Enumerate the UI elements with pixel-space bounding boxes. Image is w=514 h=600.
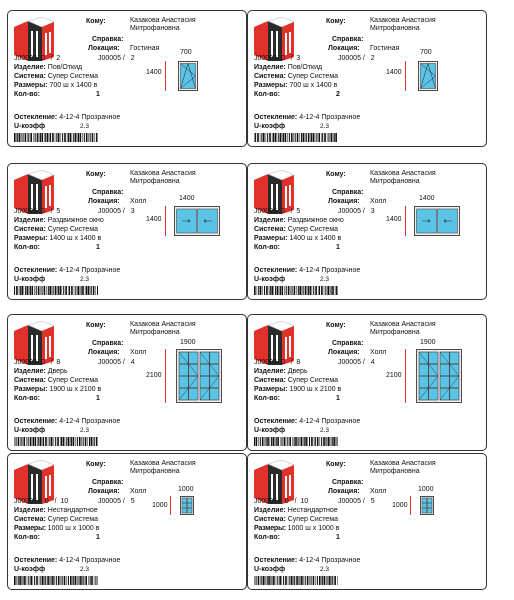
width-dimension: 1900 xyxy=(420,339,436,346)
order-code: J00005 0 / 8 xyxy=(254,359,301,366)
u-value-label: U-коэфф xyxy=(14,566,46,573)
height-arrow xyxy=(405,349,406,403)
u-value-label: U-коэфф xyxy=(254,566,286,573)
location-label: Локация: xyxy=(328,198,360,205)
qty-value: 1 xyxy=(96,534,100,541)
size-value: 1900 ш x 2100 в xyxy=(289,386,342,393)
glazing-value: 4-12-4 Прозрачное xyxy=(299,114,361,121)
size-value: 1000 ш x 1000 в xyxy=(47,525,100,532)
height-arrow xyxy=(165,206,166,236)
glazing-label: Остекление: xyxy=(254,114,298,121)
size-value: 700 ш x 1400 в xyxy=(289,82,338,89)
reference-label: Справка: xyxy=(332,189,364,196)
recipient-name: Казакова Анастасия Митрофановна xyxy=(370,170,436,185)
u-value-label: U-коэфф xyxy=(14,123,46,130)
height-dimension: 1400 xyxy=(386,69,402,76)
glazing-row xyxy=(14,557,120,564)
size-row xyxy=(254,386,341,393)
system-label: Система: xyxy=(14,516,48,523)
qty-label: Кол-во: xyxy=(254,534,280,541)
qty-row xyxy=(14,244,40,251)
to-label: Кому: xyxy=(326,18,346,25)
qty-label: Кол-во: xyxy=(254,244,280,251)
glazing-row xyxy=(254,418,360,425)
order-code: J00005 0 / 8 xyxy=(14,359,61,366)
qty-label: Кол-во: xyxy=(14,395,40,402)
width-dimension: 1400 xyxy=(419,195,435,202)
qty-row xyxy=(254,395,280,402)
u-value: 2.3 xyxy=(80,276,90,283)
glazing-value: 4-12-4 Прозрачное xyxy=(59,418,121,425)
width-dimension: 1400 xyxy=(179,195,195,202)
location-value: Холл xyxy=(370,349,387,356)
system-row xyxy=(254,516,338,523)
to-label: Кому: xyxy=(86,461,106,468)
position-code: J00005 / 4 xyxy=(338,359,375,366)
u-value-label: U-коэфф xyxy=(14,427,46,434)
product-label: Изделие: xyxy=(254,507,288,514)
glazing-value: 4-12-4 Прозрачное xyxy=(59,267,121,274)
qty-label: Кол-во: xyxy=(14,534,40,541)
order-code: J00005 0 / 3 xyxy=(254,55,301,62)
glazing-value: 4-12-4 Прозрачное xyxy=(59,114,121,121)
u-value-label: U-коэфф xyxy=(14,276,46,283)
window-drawing xyxy=(174,206,220,236)
product-row xyxy=(254,507,338,514)
barcode xyxy=(254,286,338,295)
position-code: J00005 / 3 xyxy=(98,208,135,215)
qty-value: 1 xyxy=(96,395,100,402)
product-label: Изделие: xyxy=(14,217,48,224)
glazing-value: 4-12-4 Прозрачное xyxy=(299,267,361,274)
system-value: Супер Система xyxy=(47,516,99,523)
product-label-card xyxy=(247,10,487,147)
location-label: Локация: xyxy=(328,349,360,356)
barcode xyxy=(254,576,338,585)
product-label: Изделие: xyxy=(254,368,288,375)
size-label: Размеры: xyxy=(254,525,288,532)
product-value: Дверь xyxy=(287,368,308,375)
reference-label: Справка: xyxy=(92,36,124,43)
glazing-label: Остекление: xyxy=(14,557,58,564)
size-row xyxy=(14,235,101,242)
glazing-label: Остекление: xyxy=(14,114,58,121)
reference-label: Справка: xyxy=(332,36,364,43)
u-value: 2.3 xyxy=(320,123,330,130)
glazing-label: Остекление: xyxy=(254,267,298,274)
window-drawing xyxy=(418,61,438,91)
size-value: 1400 ш x 1400 в xyxy=(49,235,102,242)
product-label: Изделие: xyxy=(14,507,48,514)
to-label: Кому: xyxy=(86,322,106,329)
order-code: J00005 0 / 5 xyxy=(14,208,61,215)
system-label: Система: xyxy=(14,226,48,233)
location-value: Холл xyxy=(130,349,147,356)
u-value: 2.3 xyxy=(320,276,330,283)
size-label: Размеры: xyxy=(14,82,50,89)
height-arrow xyxy=(405,61,406,91)
location-value: Холл xyxy=(130,198,147,205)
glazing-label: Остекление: xyxy=(14,267,58,274)
recipient-name: Казакова Анастасия Митрофановна xyxy=(130,321,196,336)
size-row xyxy=(254,235,341,242)
location-label: Локация: xyxy=(328,488,360,495)
system-value: Супер Система xyxy=(287,516,339,523)
order-code: J00005 0 / 5 xyxy=(254,208,301,215)
glazing-value: 4-12-4 Прозрачное xyxy=(299,418,361,425)
system-label: Система: xyxy=(254,73,288,80)
glazing-row xyxy=(254,557,360,564)
order-code: J00005 / 0 / 10 xyxy=(14,498,69,505)
height-arrow xyxy=(165,349,166,403)
location-value: Гостиная xyxy=(130,45,160,52)
product-value: Нестандартное xyxy=(47,507,98,514)
barcode xyxy=(254,437,338,446)
product-label: Изделие: xyxy=(14,64,48,71)
system-value: Супер Система xyxy=(47,226,99,233)
glazing-value: 4-12-4 Прозрачное xyxy=(299,557,361,564)
size-row xyxy=(254,525,339,532)
reference-label: Справка: xyxy=(332,340,364,347)
height-arrow xyxy=(410,496,411,515)
location-label: Локация: xyxy=(88,45,120,52)
product-label-card xyxy=(247,314,487,451)
product-value: Нестандартное xyxy=(287,507,338,514)
width-dimension: 700 xyxy=(180,49,192,56)
product-label-card xyxy=(247,453,487,590)
height-dimension: 2100 xyxy=(146,372,162,379)
qty-label: Кол-во: xyxy=(254,395,280,402)
barcode xyxy=(14,437,98,446)
u-value: 2.3 xyxy=(320,566,330,573)
product-label-card xyxy=(7,10,247,147)
to-label: Кому: xyxy=(326,322,346,329)
product-label: Изделие: xyxy=(14,368,48,375)
location-label: Локация: xyxy=(88,198,120,205)
product-row xyxy=(14,507,98,514)
to-label: Кому: xyxy=(86,18,106,25)
reference-label: Справка: xyxy=(92,479,124,486)
height-arrow xyxy=(405,206,406,236)
reference-label: Справка: xyxy=(332,479,364,486)
barcode xyxy=(254,133,338,142)
size-label: Размеры: xyxy=(14,235,50,242)
recipient-name: Казакова Анастасия Митрофановна xyxy=(130,170,196,185)
position-code: J00005 / 5 xyxy=(98,498,135,505)
system-row xyxy=(14,377,98,384)
product-row xyxy=(254,368,308,375)
system-row xyxy=(14,226,98,233)
qty-value: 1 xyxy=(336,244,340,251)
u-value-label: U-коэфф xyxy=(254,276,286,283)
product-value: Раздвижное окно xyxy=(287,217,344,224)
product-label: Изделие: xyxy=(254,64,288,71)
glazing-row xyxy=(14,267,120,274)
system-row xyxy=(254,226,338,233)
glazing-label: Остекление: xyxy=(14,418,58,425)
qty-label: Кол-во: xyxy=(254,91,280,98)
product-row xyxy=(254,64,322,71)
size-label: Размеры: xyxy=(14,386,50,393)
product-row xyxy=(14,64,82,71)
size-label: Размеры: xyxy=(14,525,48,532)
glazing-value: 4-12-4 Прозрачное xyxy=(59,557,121,564)
system-value: Супер Система xyxy=(287,73,339,80)
position-code: J00005 / 2 xyxy=(98,55,135,62)
product-label-card xyxy=(7,314,247,451)
product-value: Раздвижное окно xyxy=(47,217,104,224)
height-arrow xyxy=(165,61,166,91)
barcode xyxy=(14,576,98,585)
qty-value: 1 xyxy=(96,244,100,251)
location-label: Локация: xyxy=(88,488,120,495)
to-label: Кому: xyxy=(326,461,346,468)
to-label: Кому: xyxy=(326,171,346,178)
location-value: Холл xyxy=(130,488,147,495)
system-value: Супер Система xyxy=(47,73,99,80)
height-dimension: 1000 xyxy=(152,502,168,509)
system-row xyxy=(254,73,338,80)
system-label: Система: xyxy=(254,377,288,384)
product-row xyxy=(14,368,68,375)
glazing-label: Остекление: xyxy=(254,418,298,425)
window-drawing xyxy=(176,349,222,403)
qty-row xyxy=(254,244,280,251)
u-value-label: U-коэфф xyxy=(254,123,286,130)
product-value: Дверь xyxy=(47,368,68,375)
system-label: Система: xyxy=(254,226,288,233)
product-value: Пов/Откид xyxy=(287,64,323,71)
recipient-name: Казакова Анастасия Митрофановна xyxy=(370,17,436,32)
size-value: 1400 ш x 1400 в xyxy=(289,235,342,242)
u-value: 2.3 xyxy=(80,427,90,434)
location-value: Холл xyxy=(370,488,387,495)
location-value: Холл xyxy=(370,198,387,205)
system-label: Система: xyxy=(14,73,48,80)
height-dimension: 1400 xyxy=(386,216,402,223)
window-drawing xyxy=(178,61,198,91)
recipient-name: Казакова Анастасия Митрофановна xyxy=(370,321,436,336)
u-value: 2.3 xyxy=(320,427,330,434)
qty-label: Кол-во: xyxy=(14,91,40,98)
window-drawing xyxy=(416,349,462,403)
product-label-card xyxy=(247,163,487,300)
position-code: J00005 / 5 xyxy=(338,498,375,505)
size-row xyxy=(14,82,97,89)
width-dimension: 700 xyxy=(420,49,432,56)
height-dimension: 1400 xyxy=(146,216,162,223)
width-dimension: 1000 xyxy=(178,486,194,493)
system-row xyxy=(14,516,98,523)
height-dimension: 1400 xyxy=(146,69,162,76)
reference-label: Справка: xyxy=(92,189,124,196)
size-value: 700 ш x 1400 в xyxy=(49,82,98,89)
location-label: Локация: xyxy=(88,349,120,356)
system-value: Супер Система xyxy=(47,377,99,384)
product-label-card xyxy=(7,453,247,590)
size-row xyxy=(254,82,337,89)
product-row xyxy=(14,217,104,224)
product-row xyxy=(254,217,344,224)
position-code: J00005 / 4 xyxy=(98,359,135,366)
size-value: 1000 ш x 1000 в xyxy=(287,525,340,532)
height-arrow xyxy=(170,496,171,515)
position-code: J00005 / 2 xyxy=(338,55,375,62)
qty-row xyxy=(14,395,40,402)
size-value: 1900 ш x 2100 в xyxy=(49,386,102,393)
qty-row xyxy=(14,91,40,98)
barcode xyxy=(14,133,98,142)
qty-row xyxy=(254,91,280,98)
position-code: J00005 / 3 xyxy=(338,208,375,215)
recipient-name: Казакова Анастасия Митрофановна xyxy=(370,460,436,475)
recipient-name: Казакова Анастасия Митрофановна xyxy=(130,460,196,475)
order-code: J00005 / 0 / 10 xyxy=(254,498,309,505)
glazing-row xyxy=(14,418,120,425)
system-row xyxy=(14,73,98,80)
product-value: Пов/Откид xyxy=(47,64,83,71)
product-label-card xyxy=(7,163,247,300)
qty-row xyxy=(14,534,40,541)
u-value: 2.3 xyxy=(80,566,90,573)
size-label: Размеры: xyxy=(254,235,290,242)
size-row xyxy=(14,386,101,393)
window-drawing xyxy=(180,496,194,515)
location-label: Локация: xyxy=(328,45,360,52)
system-row xyxy=(254,377,338,384)
system-label: Система: xyxy=(254,516,288,523)
to-label: Кому: xyxy=(86,171,106,178)
size-row xyxy=(14,525,99,532)
qty-value: 1 xyxy=(336,534,340,541)
window-drawing xyxy=(420,496,434,515)
qty-value: 2 xyxy=(336,91,340,98)
width-dimension: 1900 xyxy=(180,339,196,346)
width-dimension: 1000 xyxy=(418,486,434,493)
size-label: Размеры: xyxy=(254,82,290,89)
u-value-label: U-коэфф xyxy=(254,427,286,434)
system-value: Супер Система xyxy=(287,226,339,233)
qty-value: 1 xyxy=(336,395,340,402)
product-label: Изделие: xyxy=(254,217,288,224)
window-drawing xyxy=(414,206,460,236)
qty-label: Кол-во: xyxy=(14,244,40,251)
system-value: Супер Система xyxy=(287,377,339,384)
u-value: 2.3 xyxy=(80,123,90,130)
qty-row xyxy=(254,534,280,541)
location-value: Гостиная xyxy=(370,45,400,52)
order-code: J00005 0 / 2 xyxy=(14,55,61,62)
system-label: Система: xyxy=(14,377,48,384)
recipient-name: Казакова Анастасия Митрофановна xyxy=(130,17,196,32)
height-dimension: 2100 xyxy=(386,372,402,379)
size-label: Размеры: xyxy=(254,386,290,393)
glazing-row xyxy=(254,114,360,121)
glazing-row xyxy=(254,267,360,274)
glazing-label: Остекление: xyxy=(254,557,298,564)
qty-value: 1 xyxy=(96,91,100,98)
glazing-row xyxy=(14,114,120,121)
barcode xyxy=(14,286,98,295)
height-dimension: 1000 xyxy=(392,502,408,509)
reference-label: Справка: xyxy=(92,340,124,347)
